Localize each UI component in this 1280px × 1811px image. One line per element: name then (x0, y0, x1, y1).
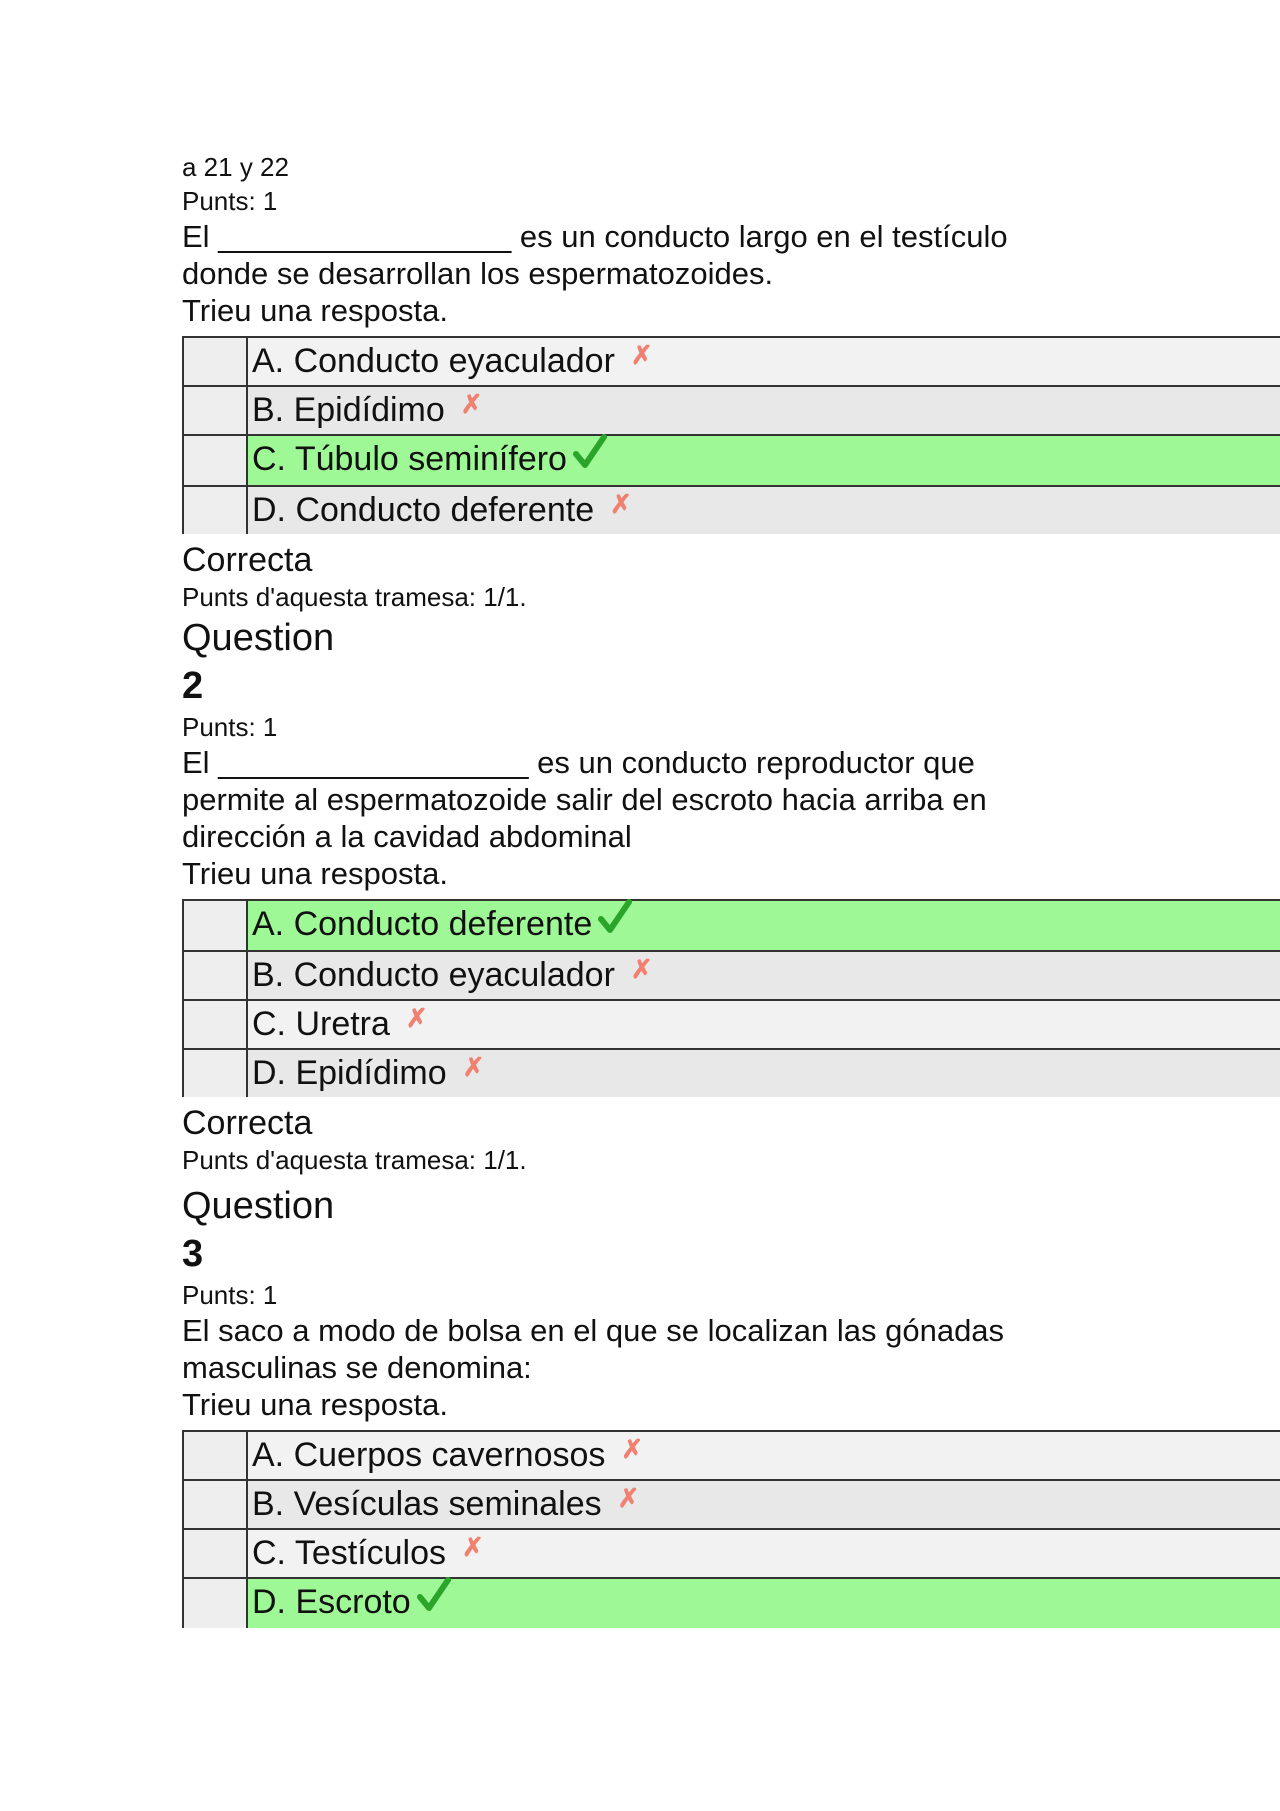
question-text-line: El saco a modo de bolsa en el que se localizan las gónadas (182, 1313, 1005, 1348)
result-label: Correcta (182, 541, 313, 579)
answer-option[interactable] (183, 1480, 1280, 1529)
answer-selector-cell[interactable] (183, 1431, 247, 1480)
incorrect-cross-icon: ✗ (462, 1052, 485, 1082)
answer-label: D. Conducto deferente (252, 491, 595, 529)
question-2 (182, 614, 1280, 1177)
answer-label: A. Cuerpos cavernosos (252, 1436, 606, 1474)
incorrect-cross-icon: ✗ (460, 389, 483, 419)
answer-selector-cell[interactable] (183, 337, 247, 386)
incorrect-cross-icon: ✗ (610, 489, 632, 519)
question-text-line: El __________________ es un conducto reproductor que (182, 745, 975, 780)
answer-selector-cell[interactable] (183, 435, 247, 486)
incorrect-cross-icon: ✗ (630, 954, 653, 984)
answer-selector-cell[interactable] (183, 1480, 247, 1529)
answer-label: B. Conducto eyaculador (252, 956, 615, 994)
question-heading: Question (182, 617, 335, 659)
question-number: 3 (182, 1233, 204, 1275)
answer-prompt: Trieu una resposta. (182, 293, 448, 328)
result-label: Correcta (182, 1104, 313, 1142)
answer-label: D. Epidídimo (252, 1054, 447, 1092)
answer-option[interactable] (183, 337, 1280, 386)
answer-option[interactable] (183, 951, 1280, 1000)
answer-option[interactable] (183, 1049, 1280, 1097)
incorrect-cross-icon: ✗ (617, 1483, 640, 1513)
answer-label: D. Escroto (252, 1583, 411, 1621)
incorrect-cross-icon: ✗ (630, 340, 653, 370)
question-3 (182, 1182, 1280, 1628)
question-points: Punts: 1 (182, 712, 278, 742)
answer-option-correct[interactable] (183, 900, 1280, 951)
answer-table (182, 336, 1280, 534)
answer-label: B. Epidídimo (252, 391, 445, 429)
question-text-line: donde se desarrollan los espermatozoides. (182, 256, 774, 291)
answer-selector-cell[interactable] (183, 951, 247, 1000)
question-text (182, 218, 1280, 292)
answer-label: B. Vesículas seminales (252, 1485, 602, 1523)
incorrect-cross-icon: ✗ (621, 1434, 644, 1464)
question-text-line: dirección a la cavidad abdominal (182, 819, 632, 854)
question-text (182, 1312, 1280, 1386)
question-text-line: masculinas se denomina: (182, 1350, 532, 1385)
answer-option[interactable] (183, 386, 1280, 435)
answer-selector-cell[interactable] (183, 1000, 247, 1049)
answer-table (182, 899, 1280, 1097)
answer-label: C. Uretra (252, 1005, 390, 1043)
answer-selector-cell[interactable] (183, 900, 247, 951)
answer-selector-cell[interactable] (183, 1049, 247, 1097)
answer-label: C. Túbulo seminífero (252, 440, 567, 478)
question-points: Punts: 1 (182, 1280, 278, 1310)
question-text-line: El _________________ es un conducto largo en el testículo (182, 219, 1008, 254)
question-1 (182, 150, 1280, 614)
answer-option-correct[interactable] (183, 435, 1280, 486)
incorrect-cross-icon: ✗ (462, 1532, 484, 1562)
incorrect-cross-icon: ✗ (405, 1003, 428, 1033)
answer-option[interactable] (183, 1000, 1280, 1049)
answer-selector-cell[interactable] (183, 1529, 247, 1578)
answer-option[interactable] (183, 1529, 1280, 1578)
correct-check-icon (417, 1579, 451, 1628)
answer-label: C. Testículos (252, 1534, 447, 1572)
answer-selector-cell[interactable] (183, 386, 247, 435)
answer-option[interactable] (183, 1431, 1280, 1480)
answer-table (182, 1430, 1280, 1628)
answer-option[interactable] (183, 486, 1280, 534)
answer-prompt: Trieu una resposta. (182, 856, 448, 891)
question-text (182, 744, 1280, 855)
answer-label: A. Conducto eyaculador (252, 342, 615, 380)
answer-selector-cell[interactable] (183, 1578, 247, 1628)
answer-selector-cell[interactable] (183, 486, 247, 534)
answer-prompt: Trieu una resposta. (182, 1387, 448, 1422)
question-points: Punts: 1 (182, 186, 278, 216)
correct-check-icon (598, 901, 632, 950)
question-number: 2 (182, 665, 204, 707)
question-heading: Question (182, 1185, 335, 1227)
question-text-line: permite al espermatozoide salir del escroto hacia arriba en (182, 782, 987, 817)
question-fragment-header: a 21 y 22 (182, 152, 289, 182)
submission-score: Punts d'aquesta tramesa: 1/1. (182, 1145, 527, 1175)
correct-check-icon (573, 436, 607, 485)
answer-label: A. Conducto deferente (252, 905, 593, 943)
answer-option-correct[interactable] (183, 1578, 1280, 1628)
submission-score: Punts d'aquesta tramesa: 1/1. (182, 582, 527, 612)
